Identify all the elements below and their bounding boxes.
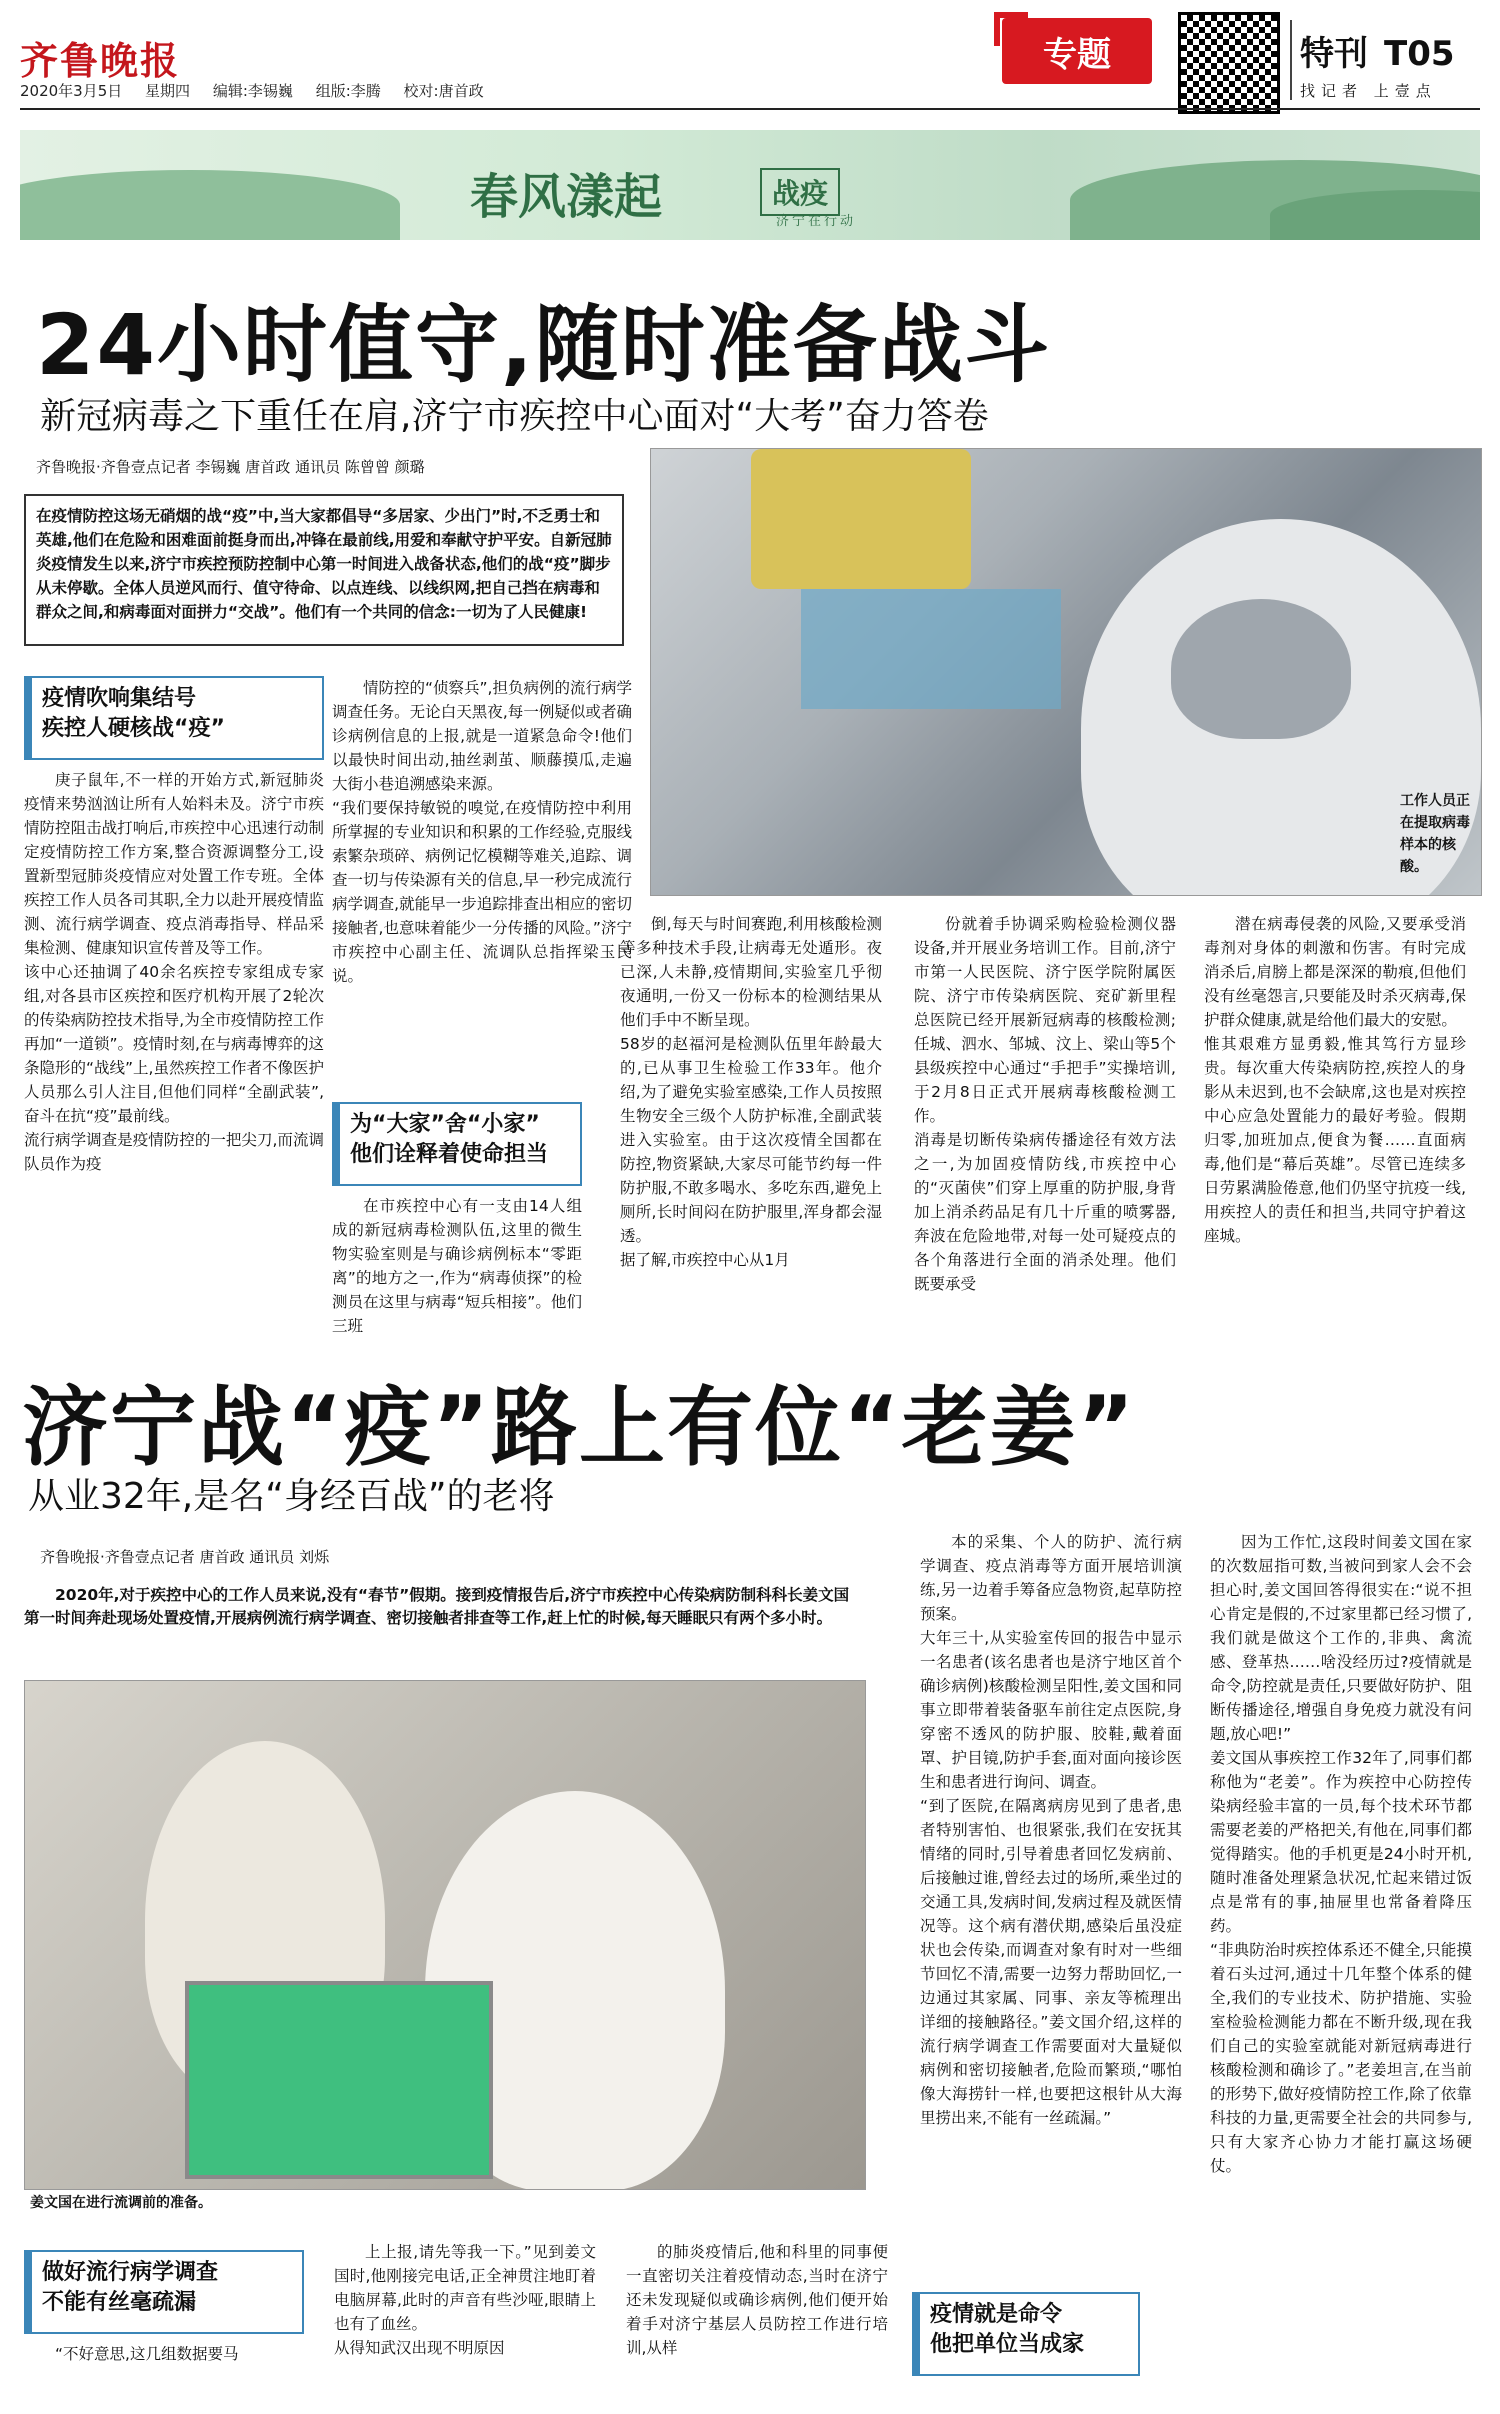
issue-weekday: 星期四 <box>145 82 191 100</box>
article2-columnA: “不好意思,这几组数据要马 <box>55 2345 239 2363</box>
article1-column1: 庚子鼠年,不一样的开始方式,新冠肺炎疫情来势汹汹让所有人始料未及。济宁市疾情防控阻击战打响后,市疾控中心迅速行动制定疫情防控工作方案,整合资源调整分工,设置新型冠肺炎疫情应对处置工作专班。全体疾控工作人员各司其职,全力以赴开展疫情监测、流行病学调查、疫点消毒指导、样品采集检测、健康知识宣传普及等工作。 该中心还抽调了40余名疾控专家组成专家组,对各县市区疾控和医疗机构开展了2轮次的传染病防控技术指导,为全市疫情防控工作再加“一道锁”。疫情时刻,在与病毒博弈的这条隐形的“战线”上,虽然疾控工作者不像医护人员那么引人注目,但他们同样“全副武装”,奋斗在抗“疫”最前线。 流行病学调查是疫情防控的一把尖刀,而流调队员作为疫 <box>24 771 324 1173</box>
section-banner <box>20 130 1480 240</box>
page-number: T05 <box>1384 34 1455 74</box>
article1-column2a: 情防控的“侦察兵”,担负病例的流行病学调查任务。无论白天黑夜,每一例疑似或者确诊病例信息的上报,就是一道紧急命令!他们以最快时间出动,抽丝剥茧、顺藤摸瓜,走遍大街小巷追溯感染来源。 “我们要保持敏锐的嗅觉,在疫情防控中利用所掌握的专业知识和积累的工作经验,克服线索繁杂琐碎、病例记忆模糊等难关,追踪、调查一切与传染源有关的信息,早一秒完成流行病学调查,就能早一步追踪排查出相应的密切接触者,也意味着能少一分传播的风险。”济宁市疾控中心副主任、流调队总指挥梁玉民说。 <box>332 679 632 985</box>
article1-column4: 份就着手协调采购检验检测仪器设备,并开展业务培训工作。目前,济宁市第一人民医院、济宁医学院附属医院、济宁市传染病医院、兖矿新里程总医院已经开展新冠病毒的核酸检测;任城、泗水、邹城、汶上、梁山等5个县级疾控中心通过“手把手”实操培训,于2月8日正式开展病毒核酸检测工作。 消毒是切断传染病传播途径有效方法之一,为加固疫情防线,市疾控中心的“灭菌侠”们穿上厚重的防护服,身背加上消杀药品足有几十斤重的喷雾器,奔波在危险地带,对每一处可疑疫点的各个角落进行全面的消杀处理。他们既要承受 <box>914 915 1176 1293</box>
article1-subheadline: 新冠病毒之下重任在肩,济宁市疾控中心面对“大考”奋力答卷 <box>40 396 989 437</box>
lab-photo <box>650 448 1482 896</box>
banner-title: 春风漾起 <box>470 169 663 225</box>
article2-columnB: 上上报,请先等我一下。”见到姜文国时,他刚接完电话,正全神贯注地盯着电脑屏幕,此时的声音有些沙哑,眼睛上也有了血丝。 从得知武汉出现不明原因 <box>334 2243 596 2357</box>
editor-credit: 编辑:李锡巍 <box>212 82 293 100</box>
newspaper-logo: 齐鲁晚报 <box>20 38 181 83</box>
article2-section1-title: 做好流行病学调查 不能有丝毫疏漏 <box>24 2250 304 2334</box>
banner-slogan: 济宁在行动 <box>776 214 857 229</box>
special-label: 特刊 <box>1300 34 1368 74</box>
article2-headline: 济宁战“疫”路上有位“老姜” <box>22 1378 1137 1478</box>
special-issue-label <box>1300 26 1455 75</box>
article1-column2b: 在市疾控中心有一支由14人组成的新冠病毒检测队伍,这里的微生物实验室则是与确诊病例标本“零距离”的地方之一,作为“病毒侦探”的检测员在这里与病毒“短兵相接”。他们三班 <box>332 1197 582 1335</box>
article2-byline: 齐鲁晚报·齐鲁壹点记者 唐首政 通讯员 刘烁 <box>40 1548 330 1566</box>
article2-lead: 2020年,对于疾控中心的工作人员来说,没有“春节”假期。接到疫情报告后,济宁市疾控中心传染病防制科科长姜文国第一时间奔赴现场处置疫情,开展病例流行病学调查、密切接触者排查等工作,赶上忙的时候,每天睡眠只有两个多小时。 <box>24 1586 850 1627</box>
header-divider <box>1290 20 1292 100</box>
layout-credit: 组版:李腾 <box>315 82 381 100</box>
article2-columnD: 本的采集、个人的防护、流行病学调查、疫点消毒等方面开展培训演练,另一边着手筹备应急物资,起草防控预案。 大年三十,从实验室传回的报告中显示一名患者(该名患者也是济宁地区首个确诊病例)核酸检测呈阳性,姜文国和同事立即带着装备驱车前往定点医院,身穿密不透风的防护服、胶鞋,戴着面罩、护目镜,防护手套,面对面向接诊医生和患者进行询问、调查。 “到了医院,在隔离病房见到了患者,患者特别害怕、也很紧张,我们在安抚其情绪的同时,引导着患者回忆发病前、后接触过谁,曾经去过的场所,乘坐过的交通工具,发病时间,发病过程及就医情况等。这个病有潜伏期,感染后虽没症状也会传染,而调查对象有时对一些细节回忆不清,需要一边努力帮助回忆,一边通过其家属、同事、亲友等梳理出详细的接触路径。”姜文国介绍,这样的流行病学调查工作需要面对大量疑似病例和密切接触者,危险而繁琐,“哪怕像大海捞针一样,也要把这根针从大海里捞出来,不能有一丝疏漏。” <box>920 1533 1182 2127</box>
article1-byline: 齐鲁晚报·齐鲁壹点记者 李锡巍 唐首政 通讯员 陈曾曾 颜璐 <box>36 458 425 476</box>
article2-photo-caption: 姜文国在进行流调前的准备。 <box>30 2195 212 2211</box>
article2-columnE: 因为工作忙,这段时间姜文国在家的次数屈指可数,当被问到家人会不会担心时,姜文国回答得很实在:“说不担心肯定是假的,不过家里都已经习惯了,我们就是做这个工作的,非典、禽流感、登革热……啥没经历过?疫情就是命令,防控就是责任,只要做好防护、阻断传播途径,增强自身免疫力就没有问题,放心吧!” 姜文国从事疾控工作32年了,同事们都称他为“老姜”。作为疾控中心防控传染病经验丰富的一员,每个技术环节都需要老姜的严格把关,有他在,同事们都觉得踏实。他的手机更是24小时开机,随时准备处理紧急状况,忙起来错过饭点是常有的事,抽屉里也常备着降压药。 “非典防治时疾控体系还不健全,只能摸着石头过河,通过十几年整个体系的健全,我们的专业技术、防护措施、实验室检验检测能力都在不断升级,现在我们自己的实验室就能对新冠病毒进行核酸检测和确诊了。”老姜坦言,在当前的形势下,做好疫情防控工作,除了依靠科技的力量,更需要全社会的共同参与,只有大家齐心协力才能打赢这场硬仗。 <box>1210 1533 1472 2175</box>
article1-photo-caption: 工作人员正在提取病毒样本的核酸。 <box>1400 793 1470 875</box>
find-reporter-label: 找记者 上壹点 <box>1300 82 1437 100</box>
issue-date: 2020年3月5日 <box>20 82 123 100</box>
topic-label: 专题 <box>1002 18 1152 84</box>
field-prep-photo <box>24 1680 866 2190</box>
article1-section2-title: 为“大家”舍“小家” 他们诠释着使命担当 <box>332 1102 582 1186</box>
article1-section1-title: 疫情吹响集结号 疾控人硬核战“疫” <box>24 676 324 760</box>
article1-column5: 潜在病毒侵袭的风险,又要承受消毒剂对身体的刺激和伤害。有时完成消杀后,肩膀上都是深深的勒痕,但他们没有丝毫怨言,只要能及时杀灭病毒,保护群众健康,就是给他们最大的安慰。 惟其艰难方显勇毅,惟其笃行方显珍贵。每次重大传染病防控,疾控人的身影从未迟到,也不会缺席,这也是对疾控中心应急处置能力的最好考验。假期归零,加班加点,便食为餐……直面病毒,他们是“幕后英雄”。尽管已连续多日劳累满脸倦意,他们仍坚守抗疫一线,用疾控人的责任和担当,共同守护着这座城。 <box>1204 915 1466 1245</box>
article1-lead: 在疫情防控这场无硝烟的战“疫”中,当大家都倡导“多居家、少出门”时,不乏勇士和英雄,他们在危险和困难面前挺身而出,冲锋在最前线,用爱和奉献守护平安。自新冠肺炎疫情发生以来,济宁市疾控预防控制中心第一时间进入战备状态,他们的战“疫”脚步从未停歇。全体人员逆风而行、值守待命、以点连线、以线织网,把自己挡在病毒和群众之间,和病毒面对面拼力“交战”。他们有一个共同的信念:一切为了人民健康! <box>24 494 624 646</box>
proof-credit: 校对:唐首政 <box>403 82 484 100</box>
header-rule <box>20 108 1480 110</box>
issue-meta <box>20 80 502 101</box>
article1-column3: 倒,每天与时间赛跑,利用核酸检测等多种技术手段,让病毒无处遁形。夜已深,人未静,疫情期间,实验室几乎彻夜通明,一份又一份标本的检测结果从他们手中不断呈现。 58岁的赵福河是检测队伍里年龄最大的,已从事卫生检验工作33年。他介绍,为了避免实验室感染,工作人员按照生物安全三级个人防护标准,全副武装进入实验室。由于这次疫情全国都在防控,物资紧缺,大家尽可能节约每一件防护服,不敢多喝水、多吃东西,避免上厕所,长时间闷在防护服里,浑身都会湿透。 据了解,市疾控中心从1月 <box>620 915 882 1269</box>
banner-tag: 战疫 <box>760 168 840 216</box>
qr-code-icon <box>1178 12 1280 114</box>
article1-headline: 24小时值守,随时准备战斗 <box>36 296 1051 394</box>
article2-subheadline: 从业32年,是名“身经百战”的老将 <box>28 1476 555 1517</box>
article2-columnC: 的肺炎疫情后,他和科里的同事便一直密切关注着疫情动态,当时在济宁还未发现疑似或确诊病例,他们便开始着手对济宁基层人员防控工作进行培训,从样 <box>626 2243 888 2357</box>
article2-section2-title: 疫情就是命令 他把单位当成家 <box>912 2292 1140 2376</box>
